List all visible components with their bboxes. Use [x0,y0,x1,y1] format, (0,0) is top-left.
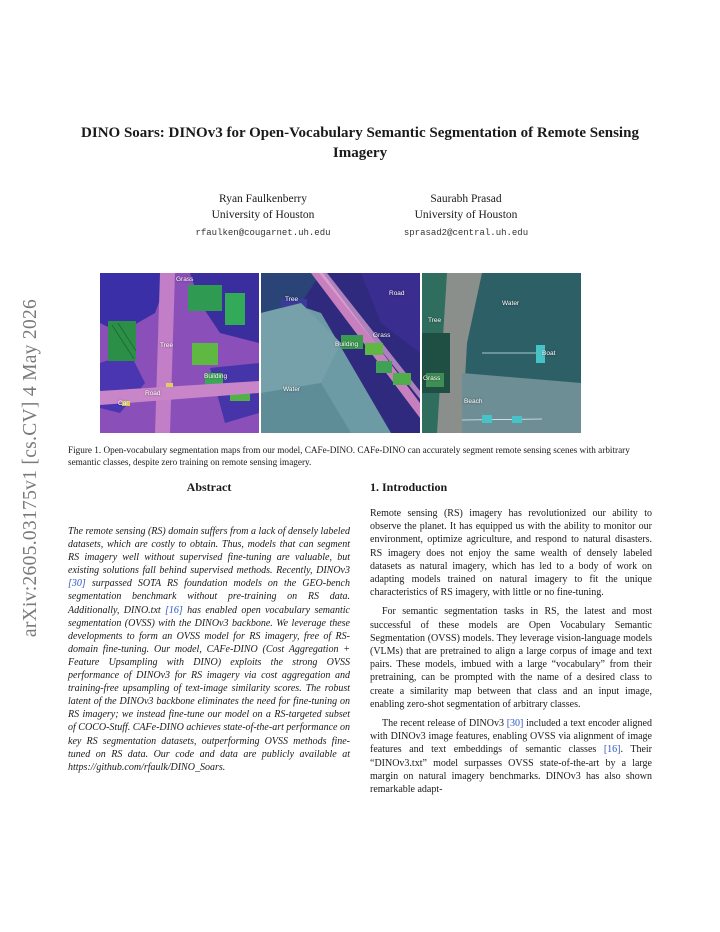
arxiv-id-text: arXiv:2605.03175v1 [cs.CV] 4 May 2026 [20,298,42,637]
class-label: Tree [428,317,442,324]
citation-link[interactable]: [30] [506,718,524,730]
segmentation-panel-urban [100,273,259,433]
right-column [370,480,652,802]
intro-paragraph: Remote sensing (RS) imagery has revolutionized our ability to observe the planet. It has equipped us with the ability to monitor our environment, optimize agriculture, and respond to natural disasters. RS imagery does not enjoy the same wealth of densely labeled datasets as natural imagery, which has led to a body of work on adapting models trained on natural imagery to fit the unique characteristics of RS imagery, with little or no fine-tuning. [370,508,652,599]
segmentation-panel-shoreline [422,273,581,433]
segmentation-map-shoreline [422,273,581,433]
author-block [366,191,566,241]
intro-paragraph: The recent release of DINOv3 [30] included a text encoder aligned with DINOv3 image features, enabling OVSS via alignment of image features and text embeddings of semantic classes [16]. Their “DINOv3.txt” model surpasses OVSS state-of-the-art by a large margin on natural imagery benchmarks. DINOv3 has also shown remarkable adapt- [370,718,652,796]
citation-link[interactable]: [16] [165,604,183,616]
class-label: Tree [285,296,299,303]
arxiv-identifier [16,260,46,675]
class-label: Road [145,390,161,397]
class-label: Water [283,386,301,393]
class-label: Car [118,400,129,407]
author-name: Ryan Faulkenberry [218,193,307,205]
class-label: Water [502,300,520,307]
author-affiliation: University of Houston [211,209,315,221]
class-label: Building [204,373,228,380]
figure-caption: Figure 1. Open-vocabulary segmentation maps from our model, CAFe-DINO. CAFe-DINO can accurately segment remote sensing scenes with arbitrary semantic classes, despite zero training on remote sensing imagery. [68,445,630,467]
figure-1 [100,273,583,433]
segmentation-panel-coastal [261,273,420,433]
class-label: Building [335,341,359,348]
class-label: Road [389,290,405,297]
segmentation-map-urban [100,273,259,433]
left-column [68,480,350,774]
class-label: Boat [542,350,556,357]
author-affiliation: University of Houston [414,209,518,221]
abstract-text: The remote sensing (RS) domain suffers from a lack of densely labeled datasets, which are costly to obtain. Thus, models that can segment RS imagery well without supervised fine-tuning are valuable, but existing solutions fall behind supervised methods. Recently, DINOv3 [30] surpassed SOTA RS foundation models on the GEO-bench segmentation benchmark without pre-training on RS data. Additionally, DINO.txt [16] has enabled open vocabulary semantic segmentation (OVSS) with the DINOv3 backbone. We leverage these developments to form an OVSS model for RS imagery, free of RS-domain fine-tuning. Our model, CAFe-DINO (Cost Aggregation + Feature Upsampling with DINO) exploits the strong OVSS performance of DINOv3 for RS imagery via cost aggregation and training-free upsampling of text-image similarity scores. The robust latent of the DINOv3 backbone eliminates the need for fine-tuning on RS imagery; we instead fine-tune our model on a RS-targeted subset of COCO-Stuff. CAFe-DINO achieves state-of-the-art performance on key RS segmentation datasets, outperforming OVSS methods fine-tuned on RS data. Our code and data are publicly available at https://github.com/rfaulk/DINO_Soars. [68,526,350,773]
paper-title: DINO Soars: DINOv3 for Open-Vocabulary Semantic Segmentation of Remote Sensing Imagery [81,125,639,161]
class-label: Tree [160,342,174,349]
author-email[interactable]: rfaulken@cougarnet.uh.edu [195,228,331,238]
author-block [163,191,363,241]
class-label: Grass [176,276,194,283]
section-heading-introduction: 1. Introduction [370,480,448,494]
author-email[interactable]: sprasad2@central.uh.edu [403,228,529,238]
class-label: Beach [464,398,483,405]
author-name: Saurabh Prasad [430,193,502,205]
citation-link[interactable]: [30] [68,578,86,590]
class-label: Grass [373,332,391,339]
class-label: Grass [423,375,441,382]
citation-link[interactable]: [16] [603,744,621,756]
abstract-heading: Abstract [186,480,232,494]
intro-paragraph: For semantic segmentation tasks in RS, the latest and most successful of these models are Open Vocabulary Semantic Segmentation (OVSS) models. They leverage vision-language models (VLMs) that are pretrained to align a large corpus of image and text pairs. These models, imbued with a large “vocabulary” from their pretraining, can be prompted with the name of a desired class to create a similarity map between that class and an input image, enabling zero-shot segmentation of arbitrary classes. [370,606,652,710]
